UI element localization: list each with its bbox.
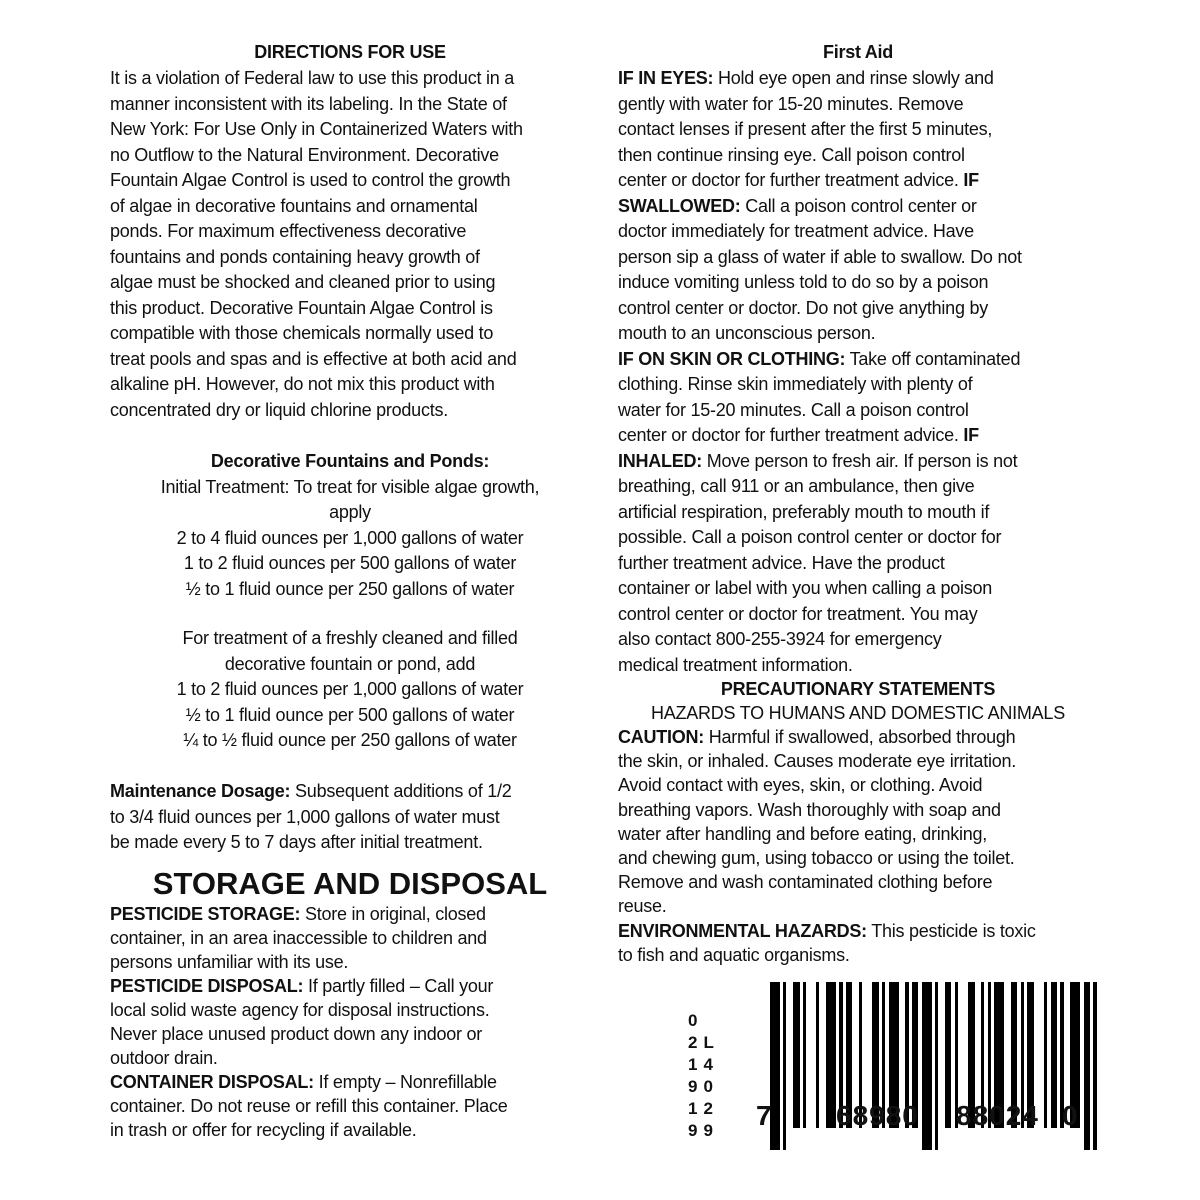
text-run: decorative fountain or pond, add <box>224 653 476 674</box>
text-line <box>110 703 590 729</box>
barcode-bar <box>826 982 836 1128</box>
text-line <box>618 576 1108 602</box>
lot-code <box>688 1010 720 1142</box>
text-line <box>110 551 590 577</box>
text-run: also contact 800-255-3924 for emergency <box>618 629 942 649</box>
text-line <box>110 372 600 398</box>
text-line <box>618 143 1108 169</box>
text-line <box>618 749 1108 773</box>
text-run: doctor immediately for treatment advice. Have <box>618 221 974 241</box>
bold-label: CAUTION: <box>618 727 704 747</box>
text-line <box>110 902 600 926</box>
text-line <box>618 943 1108 967</box>
text-run: ¼ to ½ fluid ounce per 250 gallons of water <box>183 730 517 750</box>
bold-label: IF ON SKIN OR CLOTHING: <box>618 348 846 369</box>
text-line <box>618 500 1108 526</box>
text-line <box>110 475 590 501</box>
text-run: water after handling and before eating, drinking, <box>618 823 988 844</box>
bold-label: STORAGE AND DISPOSAL <box>152 866 548 901</box>
fountains-cleaned <box>110 626 590 754</box>
lot-code-line: 14 <box>688 1055 719 1074</box>
bold-label: SWALLOWED: <box>618 195 741 216</box>
text-line <box>618 894 1108 918</box>
text-line <box>110 677 590 703</box>
barcode-bar <box>1093 982 1096 1150</box>
storage-heading <box>110 864 590 904</box>
directions-heading <box>110 40 590 66</box>
text-run: 1 to 2 fluid ounces per 500 gallons of water <box>183 553 517 573</box>
text-run: container or label with you when calling a poison <box>618 578 992 598</box>
text-run: ½ to 1 fluid ounce per 500 gallons of water <box>185 704 515 725</box>
text-line <box>110 779 600 805</box>
text-line <box>618 846 1108 870</box>
text-run: clothing. Rinse skin immediately with plenty of <box>618 374 973 394</box>
text-line <box>110 805 600 831</box>
text-line <box>110 194 600 220</box>
text-line <box>110 1094 600 1118</box>
bold-label: IF IN EYES: <box>618 68 714 88</box>
text-line <box>110 728 590 754</box>
text-line <box>110 577 590 603</box>
text-line <box>110 168 600 194</box>
text-line <box>618 798 1108 822</box>
lot-code-line: 90 <box>688 1077 719 1096</box>
text-run: Store in original, closed <box>300 904 486 924</box>
bold-label: Decorative Fountains and Ponds: <box>210 451 490 471</box>
text-line <box>618 40 1098 66</box>
text-run: and chewing gum, using tobacco or using the toilet. <box>618 847 1015 868</box>
text-line <box>110 864 590 904</box>
bold-label: INHALED: <box>618 450 702 471</box>
text-run: It is a violation of Federal law to use this product in a <box>110 68 514 88</box>
barcode-bar <box>1044 982 1047 1128</box>
text-run: contact lenses if present after the first 5 minutes, <box>618 119 993 139</box>
lot-code-line: 2L <box>688 1033 720 1052</box>
bold-label: PESTICIDE DISPOSAL: <box>110 976 304 996</box>
text-run: 2 to 4 fluid ounces per 1,000 gallons of water <box>176 527 524 548</box>
text-run: treat pools and spas and is effective at both acid and <box>110 348 517 369</box>
bold-label: ENVIRONMENTAL HAZARDS: <box>618 920 867 941</box>
text-line <box>110 40 590 66</box>
text-run: apply <box>329 502 371 522</box>
text-line <box>618 245 1108 271</box>
text-run: HAZARDS TO HUMANS AND DOMESTIC ANIMALS <box>651 703 1065 723</box>
text-line <box>618 117 1108 143</box>
text-run: This pesticide is toxic <box>866 920 1036 941</box>
barcode-bar <box>935 982 938 1150</box>
text-line <box>618 168 1108 194</box>
text-line <box>618 677 1098 701</box>
text-line <box>110 143 600 169</box>
text-line <box>110 296 600 322</box>
text-run: concentrated dry or liquid chlorine products. <box>110 399 448 420</box>
text-line <box>110 270 600 296</box>
text-line <box>618 725 1108 749</box>
bold-label: First Aid <box>822 42 894 62</box>
text-line <box>110 321 600 347</box>
text-run: control center or doctor. Do not give anything by <box>618 297 988 318</box>
bold-label: IF <box>963 425 979 445</box>
first-aid-body <box>618 66 1108 678</box>
text-line <box>618 449 1108 475</box>
barcode-bar <box>816 982 819 1128</box>
text-run: mouth to an unconscious person. <box>618 323 876 343</box>
directions-body <box>110 66 600 423</box>
barcode-number-system: 7 <box>756 1100 772 1131</box>
text-run: ponds. For maximum effectiveness decorative <box>110 221 467 241</box>
precautionary-body <box>618 725 1108 967</box>
text-line <box>110 219 600 245</box>
barcode-bar <box>922 982 932 1150</box>
text-line <box>618 219 1108 245</box>
text-line <box>618 822 1108 846</box>
text-run: Hold eye open and rinse slowly and <box>713 68 994 88</box>
bold-label: IF <box>963 170 979 190</box>
text-run: to 3/4 fluid ounces per 1,000 gallons of water must <box>110 806 500 827</box>
text-run: Take off contaminated <box>845 348 1021 369</box>
text-run: artificial respiration, preferably mouth to mouth if <box>618 501 990 522</box>
text-run: container. Do not reuse or refill this container. Place <box>110 1096 508 1116</box>
text-run: Avoid contact with eyes, skin, or clothing. Avoid <box>618 775 983 796</box>
text-run: person sip a glass of water if able to swallow. Do not <box>618 246 1022 267</box>
text-run: breathing vapors. Wash thoroughly with soap and <box>618 799 1001 820</box>
bold-label: Maintenance Dosage: <box>110 781 291 801</box>
storage-body <box>110 902 600 1142</box>
text-line <box>618 525 1108 551</box>
text-line <box>110 1046 600 1070</box>
text-line <box>110 1022 600 1046</box>
text-line <box>618 296 1108 322</box>
bold-label: DIRECTIONS FOR USE <box>254 42 446 62</box>
bold-label: CONTAINER DISPOSAL: <box>110 1072 314 1092</box>
text-line <box>110 926 600 950</box>
text-run: Harmful if swallowed, absorbed through <box>704 727 1016 747</box>
text-line <box>618 398 1108 424</box>
fountains-initial <box>110 449 590 602</box>
text-line <box>110 398 600 424</box>
bold-label: PESTICIDE STORAGE: <box>110 904 301 924</box>
text-run: Fountain Algae Control is used to control the growth <box>110 170 511 190</box>
text-line <box>618 602 1108 628</box>
maintenance <box>110 779 600 856</box>
text-line <box>110 998 600 1022</box>
text-run: Move person to fresh air. If person is not <box>702 450 1018 471</box>
barcode-bar <box>783 982 786 1150</box>
text-line <box>110 1070 600 1094</box>
text-run: of algae in decorative fountains and ornamental <box>110 195 478 216</box>
text-run: container, in an area inaccessible to children and <box>110 928 487 948</box>
barcode-bar <box>945 982 952 1128</box>
text-line <box>110 1118 600 1142</box>
barcode-left-digits: 68980 <box>836 1100 919 1131</box>
first-aid-heading <box>618 40 1098 66</box>
text-line <box>618 321 1108 347</box>
lot-code-line: 12 <box>688 1099 719 1118</box>
text-run: reuse. <box>618 896 667 917</box>
text-run: gently with water for 15-20 minutes. Remove <box>618 93 964 114</box>
text-run: no Outflow to the Natural Environment. Decorative <box>110 144 499 165</box>
text-run: local solid waste agency for disposal instructions. <box>110 1000 490 1020</box>
text-line <box>618 919 1108 943</box>
text-run: medical treatment information. <box>618 654 853 675</box>
text-run: this product. Decorative Fountain Algae Control is <box>110 297 493 318</box>
text-run: Subsequent additions of 1/2 <box>290 781 512 801</box>
text-run: breathing, call 911 or an ambulance, then give <box>618 476 975 496</box>
text-line <box>110 974 600 998</box>
text-run: For treatment of a freshly cleaned and filled <box>182 628 518 648</box>
text-line <box>618 653 1108 679</box>
text-run: then continue rinsing eye. Call poison control <box>618 144 965 165</box>
text-run: possible. Call a poison control center or doctor for <box>618 527 1002 547</box>
lot-code-line: 0 <box>688 1011 704 1030</box>
text-line <box>618 270 1108 296</box>
text-run: Never place unused product down any indoor or <box>110 1024 482 1044</box>
text-run: algae must be shocked and cleaned prior to using <box>110 272 496 292</box>
barcode-bar <box>1051 982 1058 1128</box>
text-line <box>618 66 1108 92</box>
precautionary-heading <box>618 677 1098 725</box>
text-run: to fish and aquatic organisms. <box>618 944 850 965</box>
text-line <box>618 372 1108 398</box>
text-run: ½ to 1 fluid ounce per 250 gallons of water <box>185 578 515 599</box>
text-line <box>110 347 600 373</box>
upc-barcode <box>756 982 1156 1142</box>
text-line <box>618 474 1108 500</box>
text-run: induce vomiting unless told to do so by a poison <box>618 272 989 292</box>
text-line <box>618 773 1108 797</box>
text-run: be made every 5 to 7 days after initial treatment. <box>110 832 483 852</box>
barcode-bar <box>1084 982 1091 1150</box>
text-line <box>110 626 590 652</box>
text-line <box>618 551 1108 577</box>
text-run: further treatment advice. Have the product <box>618 552 945 573</box>
text-run: Remove and wash contaminated clothing before <box>618 872 993 893</box>
text-run: 1 to 2 fluid ounces per 1,000 gallons of water <box>176 679 524 699</box>
barcode-bar <box>803 982 806 1128</box>
text-line <box>110 92 600 118</box>
text-run: New York: For Use Only in Containerized Waters with <box>110 119 523 139</box>
text-line <box>110 950 600 974</box>
text-run: outdoor drain. <box>110 1048 218 1068</box>
text-run: fountains and ponds containing heavy growth of <box>110 246 480 267</box>
text-line <box>110 652 590 678</box>
text-run: compatible with those chemicals normally used to <box>110 323 494 343</box>
text-run: center or doctor for further treatment advice. <box>618 425 964 445</box>
text-line <box>618 423 1108 449</box>
text-run: If partly filled – Call your <box>303 976 494 996</box>
text-line <box>618 627 1108 653</box>
text-line <box>618 701 1098 725</box>
text-line <box>110 500 590 526</box>
text-line <box>618 347 1108 373</box>
text-run: water for 15-20 minutes. Call a poison control <box>618 399 969 420</box>
text-line <box>110 245 600 271</box>
text-run: Call a poison control center or <box>740 195 977 216</box>
text-run: control center or doctor for treatment. You may <box>618 603 978 624</box>
text-line <box>110 830 600 856</box>
barcode-check-digit: 0 <box>1062 1100 1078 1131</box>
text-line <box>110 117 600 143</box>
text-run: in trash or offer for recycling if available. <box>110 1120 417 1140</box>
text-run: center or doctor for further treatment advice. <box>618 170 964 190</box>
bold-label: PRECAUTIONARY STATEMENTS <box>720 679 996 699</box>
text-line <box>110 449 590 475</box>
text-run: If empty – Nonrefillable <box>313 1072 497 1092</box>
text-run: persons unfamiliar with its use. <box>110 952 349 972</box>
lot-code-line: 99 <box>688 1121 719 1140</box>
text-line <box>618 92 1108 118</box>
barcode-bar <box>793 982 800 1128</box>
text-line <box>618 870 1108 894</box>
text-run: manner inconsistent with its labeling. In the State of <box>110 93 507 114</box>
text-run: alkaline pH. However, do not mix this product with <box>110 374 495 394</box>
text-line <box>110 526 590 552</box>
text-run: Initial Treatment: To treat for visible algae growth, <box>160 476 540 497</box>
text-line <box>618 194 1108 220</box>
text-line <box>110 66 600 92</box>
text-run: the skin, or inhaled. Causes moderate eye irritation. <box>618 751 1016 772</box>
barcode-right-digits: 88024 <box>956 1100 1039 1131</box>
